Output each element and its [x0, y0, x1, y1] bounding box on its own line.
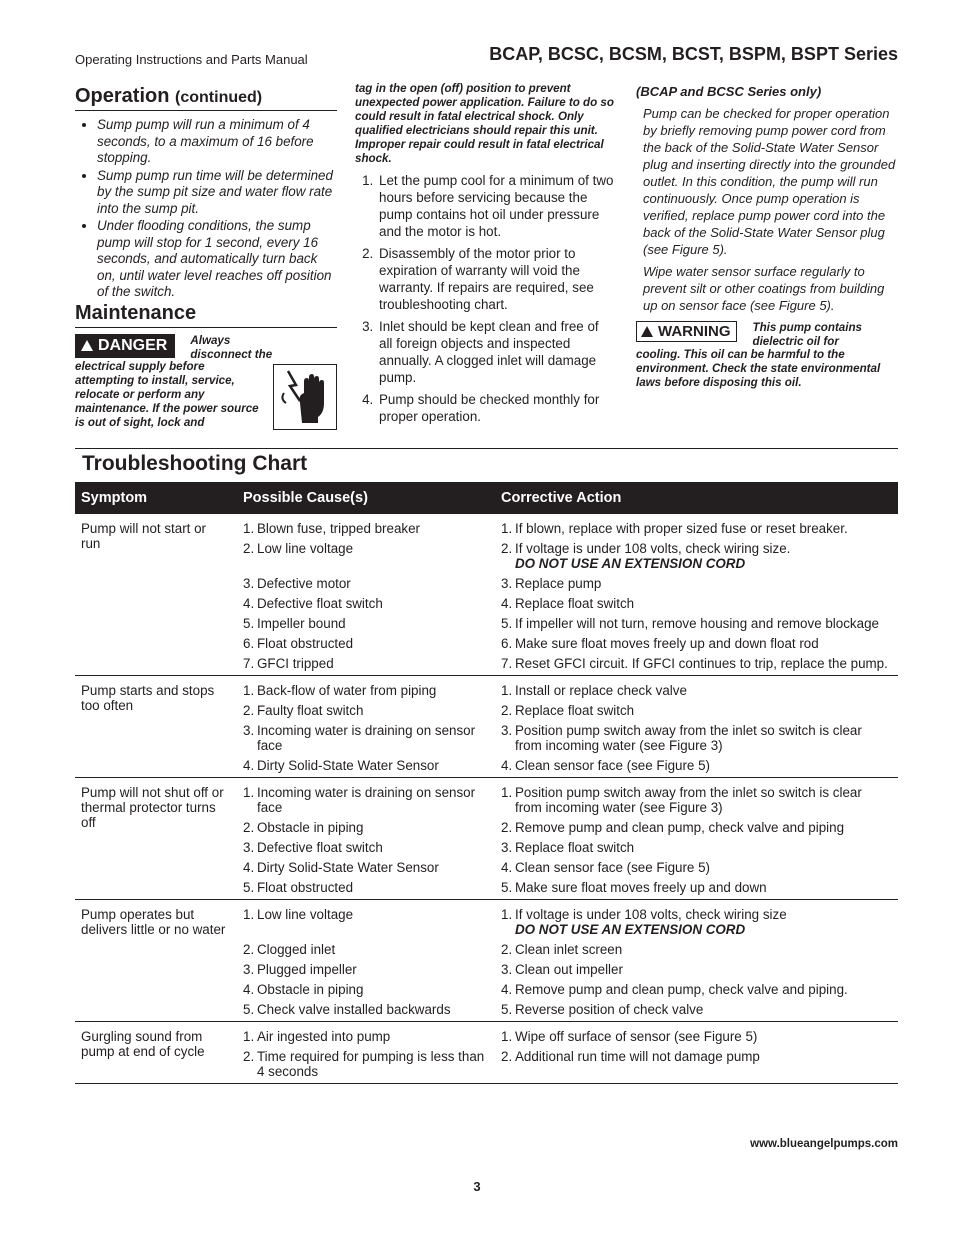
- cause-text: Blown fuse, tripped breaker: [257, 521, 421, 536]
- cause-cell: [237, 537, 495, 572]
- action-cell: [495, 778, 898, 817]
- action-number: 3.: [501, 840, 513, 855]
- table-row: [75, 676, 898, 700]
- cause-number: 3.: [243, 962, 255, 977]
- danger-notice: [75, 334, 337, 434]
- operation-bullet: • Sump pump will run a minimum of 4 seconds, to a maximum of 16 before stopping.: [97, 117, 337, 167]
- maintenance-step: 4. Pump should be checked monthly for proper operation.: [377, 391, 615, 425]
- action-number: 1.: [501, 521, 513, 536]
- header-action: Corrective Action: [495, 482, 898, 514]
- cause-number: 1.: [243, 683, 255, 698]
- action-cell: [495, 652, 898, 676]
- action-text: Make sure float moves freely up and down: [515, 880, 767, 895]
- action-note: DO NOT USE AN EXTENSION CORD: [515, 922, 746, 937]
- action-cell: [495, 900, 898, 939]
- cause-cell: [237, 778, 495, 817]
- action-text: Replace float switch: [515, 596, 635, 611]
- page-number: 3: [473, 1179, 481, 1194]
- cause-text: Check valve installed backwards: [257, 1002, 451, 1017]
- action-number: 1.: [501, 785, 513, 800]
- action-text: Install or replace check valve: [515, 683, 687, 698]
- manual-title: Operating Instructions and Parts Manual: [75, 52, 308, 67]
- symptom-cell: Pump will not start or run: [81, 521, 207, 551]
- maintenance-step: 3. Inlet should be kept clean and free of all foreign objects and inspected annually. A clogged inlet will damage pump.: [377, 318, 615, 386]
- maintenance-steps: [355, 172, 615, 425]
- cause-number: 5.: [243, 1002, 255, 1017]
- operation-bullet: • Under flooding conditions, the sump pump will stop for 1 second, every 16 seconds, and automatically turn back on, until water level reaches off position of the switch.: [97, 218, 337, 301]
- symptom-cell: Gurgling sound from pump at end of cycle: [81, 1029, 205, 1059]
- action-cell: [495, 816, 898, 836]
- website-url[interactable]: www.blueangelpumps.com: [750, 1138, 898, 1150]
- cause-text: Low line voltage: [257, 541, 354, 556]
- action-cell: [495, 676, 898, 700]
- action-text: Clean sensor face (see Figure 5): [515, 758, 711, 773]
- symptom-group: [75, 1022, 898, 1084]
- action-number: 7.: [501, 656, 513, 671]
- action-note: DO NOT USE AN EXTENSION CORD: [515, 556, 746, 571]
- danger-text-b: electrical supply before attempting to install, service, relocate or perform any maintenance. If the power source is out of sight, lock and: [75, 359, 259, 429]
- action-text: If voltage is under 108 volts, check wiring size: [515, 907, 787, 922]
- action-text: Additional run time will not damage pump: [515, 1049, 760, 1064]
- cause-number: 3.: [243, 576, 255, 591]
- cause-cell: [237, 900, 495, 939]
- danger-badge: [75, 334, 175, 358]
- cause-cell: [237, 514, 495, 537]
- action-number: 6.: [501, 636, 513, 651]
- cause-text: Obstacle in piping: [257, 820, 364, 835]
- action-number: 4.: [501, 596, 513, 611]
- action-cell: [495, 592, 898, 612]
- cause-number: 4.: [243, 758, 255, 773]
- column-sensor-check: [636, 84, 898, 390]
- sensor-check-paragraph: Pump can be checked for proper operation by briefly removing pump power cord from the back of the Solid-State Water Sensor plug and inserting directly into the grounded outlet. In this condition, the pump will run continuously. Once pump operation is verified, replace pump power cord into the back of the Solid-State Water Sensor plug (see Figure 5).: [643, 106, 896, 257]
- cause-number: 2.: [243, 541, 255, 556]
- cause-cell: [237, 1022, 495, 1046]
- action-cell: [495, 719, 898, 754]
- action-number: 3.: [501, 576, 513, 591]
- cause-cell: [237, 719, 495, 754]
- electric-shock-hand-icon: [273, 364, 337, 430]
- danger-continuation: tag in the open (off) position to prevent unexpected power application. Failure to do so could result in fatal electrical shock. Only qualified electricians should repair this unit. Improper repair could result in fatal electrical shock.: [355, 82, 614, 165]
- action-number: 2.: [501, 703, 513, 718]
- warning-notice: [636, 321, 898, 390]
- cause-text: Defective float switch: [257, 840, 383, 855]
- table-row: [75, 514, 898, 537]
- cause-number: 2.: [243, 1049, 255, 1064]
- action-text: Replace float switch: [515, 840, 635, 855]
- action-number: 2.: [501, 942, 513, 957]
- action-text: Position pump switch away from the inlet so switch is clear from incoming water (see Figure 3): [515, 785, 862, 815]
- symptom-group: [75, 676, 898, 778]
- action-cell: [495, 856, 898, 876]
- troubleshooting-title: Troubleshooting Chart: [82, 452, 308, 475]
- action-text: If voltage is under 108 volts, check wiring size.: [515, 541, 791, 556]
- danger-label: DANGER: [98, 336, 168, 354]
- header-cause: Possible Cause(s): [237, 482, 495, 514]
- warning-badge: [636, 321, 737, 342]
- action-text: Clean out impeller: [515, 962, 623, 977]
- cause-cell: [237, 938, 495, 958]
- action-cell: [495, 572, 898, 592]
- operation-heading: [75, 85, 337, 111]
- warning-text-a: This pump contains dielectric oil for: [752, 321, 863, 348]
- cause-number: 4.: [243, 982, 255, 997]
- maintenance-step: 1. Let the pump cool for a minimum of two hours before servicing because the pump contains hot oil under pressure and the motor is hot.: [377, 172, 615, 240]
- maintenance-heading: Maintenance: [75, 302, 337, 328]
- cause-number: 6.: [243, 636, 255, 651]
- operation-bullet: • Sump pump run time will be determined by the sump pit size and water flow rate into the sump pit.: [97, 168, 337, 218]
- cause-cell: [237, 816, 495, 836]
- cause-number: 5.: [243, 880, 255, 895]
- maintenance-step: 2. Disassembly of the motor prior to expiration of warranty will void the warranty. If repairs are required, see troubleshooting chart.: [377, 245, 615, 313]
- cause-text: Incoming water is draining on sensor face: [257, 723, 476, 753]
- cause-cell: [237, 699, 495, 719]
- action-number: 2.: [501, 1049, 513, 1064]
- cause-text: Obstacle in piping: [257, 982, 364, 997]
- table-row: [75, 778, 898, 817]
- action-cell: [495, 632, 898, 652]
- cause-cell: [237, 958, 495, 978]
- cause-cell: [237, 754, 495, 778]
- cause-text: Low line voltage: [257, 907, 354, 922]
- cause-cell: [237, 856, 495, 876]
- action-number: 2.: [501, 820, 513, 835]
- sensor-wipe-paragraph: Wipe water sensor surface regularly to prevent silt or other coatings from building up on sensor face (see Figure 5).: [643, 264, 885, 313]
- operation-title: Operation: [75, 85, 170, 107]
- cause-text: Time required for pumping is less than 4 seconds: [257, 1049, 485, 1079]
- action-number: 4.: [501, 860, 513, 875]
- cause-text: Impeller bound: [257, 616, 346, 631]
- warning-label: WARNING: [658, 323, 731, 340]
- action-cell: [495, 537, 898, 572]
- cause-number: 5.: [243, 616, 255, 631]
- section-divider: [75, 448, 898, 449]
- action-number: 1.: [501, 1029, 513, 1044]
- cause-text: Clogged inlet: [257, 942, 336, 957]
- cause-cell: [237, 1045, 495, 1084]
- action-text: Remove pump and clean pump, check valve and piping: [515, 820, 845, 835]
- cause-cell: [237, 836, 495, 856]
- cause-text: GFCI tripped: [257, 656, 334, 671]
- cause-number: 4.: [243, 596, 255, 611]
- action-text: Make sure float moves freely up and down float rod: [515, 636, 819, 651]
- column-operation: [75, 85, 337, 434]
- action-number: 2.: [501, 541, 513, 556]
- action-text: Remove pump and clean pump, check valve and piping.: [515, 982, 848, 997]
- cause-number: 3.: [243, 723, 255, 738]
- symptom-cell: Pump operates but delivers little or no water: [81, 907, 226, 937]
- warning-triangle-icon: [81, 340, 93, 351]
- action-cell: [495, 978, 898, 998]
- warning-text-b: cooling. This oil can be harmful to the environment. Check the state environmental laws before disposing this oil.: [636, 348, 881, 389]
- cause-cell: [237, 978, 495, 998]
- warning-triangle-icon: [641, 326, 653, 337]
- action-text: If blown, replace with proper sized fuse or reset breaker.: [515, 521, 848, 536]
- action-text: Replace pump: [515, 576, 602, 591]
- cause-cell: [237, 612, 495, 632]
- action-cell: [495, 958, 898, 978]
- action-number: 5.: [501, 880, 513, 895]
- action-cell: [495, 998, 898, 1022]
- symptom-cell: Pump starts and stops too often: [81, 683, 215, 713]
- cause-cell: [237, 632, 495, 652]
- table-header-row: [75, 482, 898, 514]
- action-cell: [495, 1045, 898, 1084]
- action-number: 3.: [501, 723, 513, 738]
- action-text: Reverse position of check valve: [515, 1002, 704, 1017]
- column-maintenance-steps: [355, 82, 615, 430]
- action-cell: [495, 876, 898, 900]
- action-cell: [495, 836, 898, 856]
- cause-text: Back-flow of water from piping: [257, 683, 437, 698]
- cause-text: Defective motor: [257, 576, 351, 591]
- cause-text: Air ingested into pump: [257, 1029, 391, 1044]
- action-number: 1.: [501, 683, 513, 698]
- cause-number: 3.: [243, 840, 255, 855]
- cause-text: Incoming water is draining on sensor face: [257, 785, 476, 815]
- cause-number: 4.: [243, 860, 255, 875]
- cause-text: Float obstructed: [257, 636, 354, 651]
- action-cell: [495, 938, 898, 958]
- cause-text: Dirty Solid-State Water Sensor: [257, 758, 439, 773]
- cause-cell: [237, 676, 495, 700]
- cause-text: Defective float switch: [257, 596, 383, 611]
- operation-continued: (continued): [175, 89, 263, 106]
- cause-number: 1.: [243, 907, 255, 922]
- cause-number: 2.: [243, 820, 255, 835]
- action-cell: [495, 514, 898, 537]
- cause-text: Dirty Solid-State Water Sensor: [257, 860, 439, 875]
- cause-number: 7.: [243, 656, 255, 671]
- cause-number: 1.: [243, 521, 255, 536]
- cause-text: Plugged impeller: [257, 962, 357, 977]
- symptom-group: [75, 900, 898, 1022]
- troubleshooting-table: [75, 482, 898, 1084]
- symptom-group: [75, 778, 898, 900]
- cause-cell: [237, 652, 495, 676]
- cause-text: Faulty float switch: [257, 703, 364, 718]
- action-text: Replace float switch: [515, 703, 635, 718]
- action-number: 1.: [501, 907, 513, 922]
- cause-number: 2.: [243, 942, 255, 957]
- action-text: Reset GFCI circuit. If GFCI continues to trip, replace the pump.: [515, 656, 888, 671]
- symptom-group: [75, 514, 898, 676]
- action-cell: [495, 699, 898, 719]
- symptom-cell: Pump will not shut off or thermal protector turns off: [81, 785, 224, 830]
- cause-text: Float obstructed: [257, 880, 354, 895]
- action-cell: [495, 1022, 898, 1046]
- action-cell: [495, 754, 898, 778]
- cause-cell: [237, 592, 495, 612]
- cause-cell: [237, 998, 495, 1022]
- cause-number: 1.: [243, 785, 255, 800]
- action-number: 4.: [501, 982, 513, 997]
- cause-number: 1.: [243, 1029, 255, 1044]
- action-number: 4.: [501, 758, 513, 773]
- action-cell: [495, 612, 898, 632]
- danger-text-a: Always disconnect the: [190, 333, 273, 361]
- series-title: BCAP, BCSC, BCSM, BCST, BSPM, BSPT Series: [489, 44, 898, 64]
- action-text: If impeller will not turn, remove housing and remove blockage: [515, 616, 879, 631]
- action-text: Clean inlet screen: [515, 942, 623, 957]
- action-number: 5.: [501, 616, 513, 631]
- cause-cell: [237, 876, 495, 900]
- table-row: [75, 900, 898, 939]
- action-text: Wipe off surface of sensor (see Figure 5): [515, 1029, 758, 1044]
- table-row: [75, 1022, 898, 1046]
- cause-cell: [237, 572, 495, 592]
- operation-bullets: [75, 117, 337, 301]
- cause-number: 2.: [243, 703, 255, 718]
- action-text: Position pump switch away from the inlet so switch is clear from incoming water (see Figure 3): [515, 723, 862, 753]
- action-text: Clean sensor face (see Figure 5): [515, 860, 711, 875]
- series-note-heading: (BCAP and BCSC Series only): [636, 84, 822, 99]
- action-number: 3.: [501, 962, 513, 977]
- header-symptom: Symptom: [75, 482, 237, 514]
- action-number: 5.: [501, 1002, 513, 1017]
